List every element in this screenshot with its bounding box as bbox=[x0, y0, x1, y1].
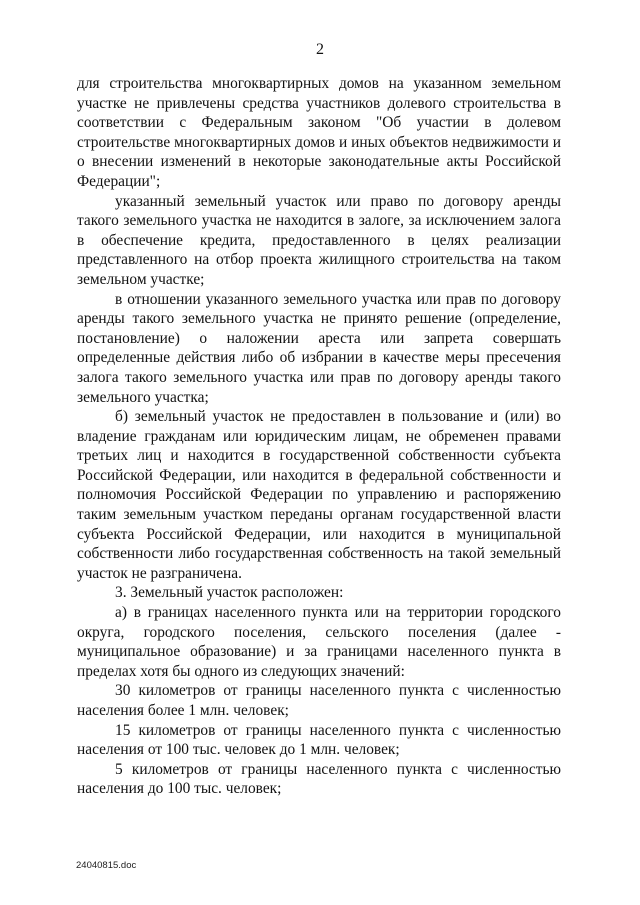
paragraph-9: 5 километров от границы населенного пункта с численностью населения до 100 тыс. человек; bbox=[77, 760, 561, 798]
document-body bbox=[77, 74, 561, 799]
paragraph-5: 3. Земельный участок расположен: bbox=[115, 584, 344, 602]
paragraph-7: 30 километров от границы населенного пункта с численностью населения более 1 млн. человек; bbox=[77, 682, 561, 719]
page-number: 2 bbox=[316, 41, 324, 58]
paragraph-6: а) в границах населенного пункта или на территории городского округа, городского поселения, сельского поселения (далее - муниципальное образование) и за границами населенного пункта в пределах хотя бы одного из следующих значений: bbox=[77, 604, 561, 680]
paragraph-2: указанный земельный участок или право по договору аренды такого земельного участка не находится в залоге, за исключением залога в обеспечение кредита, предоставленного в целях реализации представленного на отбор проекта жилищного строительства на таком земельном участке; bbox=[77, 192, 561, 288]
paragraph-3: в отношении указанного земельного участка или прав по договору аренды такого земельного участка не принято решение (определение, постановление) о наложении ареста или запрета совершать определенные действия либо об избрании в качестве меры пресечения залога такого земельного участка или прав по договору аренды такого земельного участка; bbox=[77, 290, 561, 406]
footer-filename: 24040815.doc bbox=[76, 860, 137, 871]
paragraph-8: 15 километров от границы населенного пункта с численностью населения от 100 тыс. человек до 1 млн. человек; bbox=[77, 721, 561, 759]
paragraph-1: для строительства многоквартирных домов на указанном земельном участке не привлечены средства участников долевого строительства в соответствии с Федеральным законом "Об участии в долевом строительстве многоквартирных домов и иных объектов недвижимости и о внесении изменений в некоторые законодательные акты Российской Федерации"; bbox=[77, 75, 561, 190]
paragraph-4: б) земельный участок не предоставлен в пользование и (или) во владение гражданам или юридическим лицам, не обременен правами третьих лиц и находится в государственной собственности субъекта Российской Федерации, или находится в федеральной собственности и полномочия Российской Федерации по управлению и распоряжению таким земельным участком переданы органам государственной власти субъекта Российской Федерации, или находится в муниципальной собственности либо государственная собственность на такой земельный участок не разграничена. bbox=[77, 408, 561, 582]
